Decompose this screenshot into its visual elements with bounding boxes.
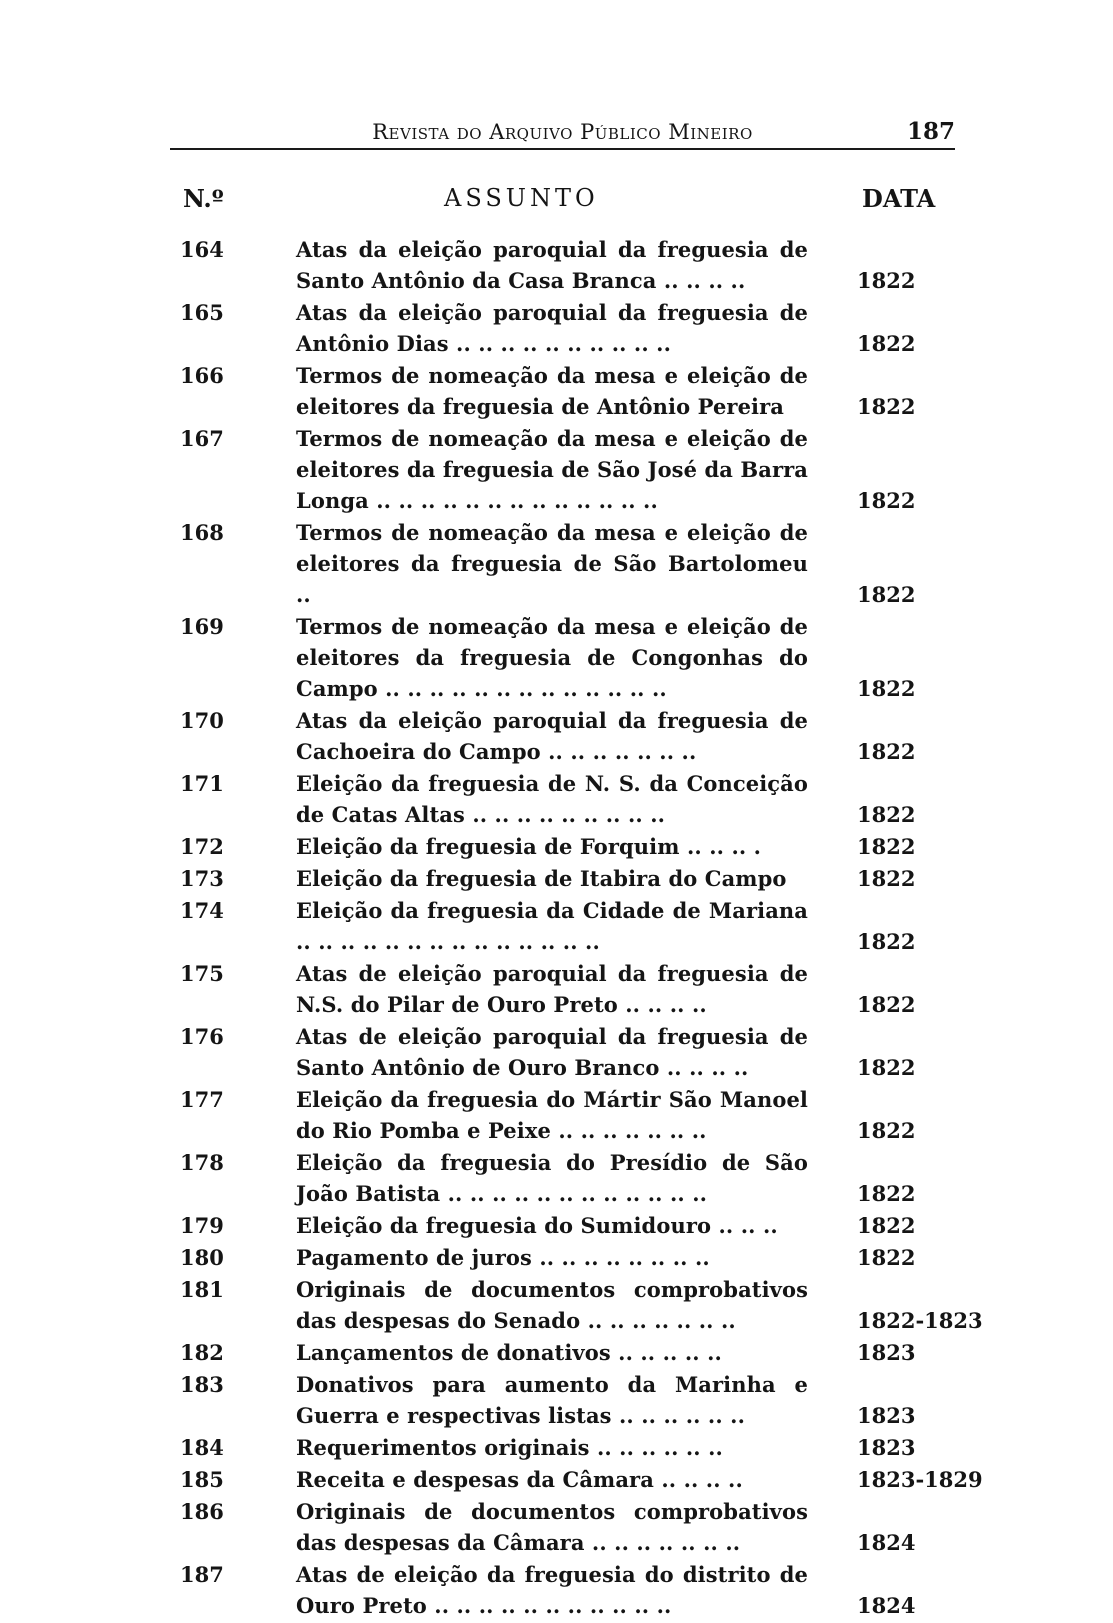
entry-date: 1822 <box>857 394 916 419</box>
entry-row <box>0 297 1113 359</box>
entry-row <box>0 895 1113 957</box>
entry-subject: Originais de documentos comprobativos das despesas do Senado .. .. .. .. .. .. .. <box>296 1277 808 1333</box>
entry-row <box>0 423 1113 516</box>
entry-number: 168 <box>180 520 224 545</box>
entry-number: 173 <box>180 866 224 891</box>
entry-row <box>0 1496 1113 1558</box>
entry-number: 170 <box>180 708 224 733</box>
entry-number: 176 <box>180 1024 224 1049</box>
entry-date: 1822 <box>857 1181 916 1206</box>
entry-subject: Atas da eleição paroquial da freguesia de Santo Antônio da Casa Branca .. .. .. .. <box>296 237 808 293</box>
entry-number: 174 <box>180 898 224 923</box>
entry-subject: Lançamentos de donativos .. .. .. .. .. <box>296 1340 722 1365</box>
entry-subject: Atas de eleição paroquial da freguesia de Santo Antônio de Ouro Branco .. .. .. .. <box>296 1024 808 1080</box>
entry-row <box>0 611 1113 704</box>
entry-number: 167 <box>180 426 224 451</box>
entry-row <box>0 1084 1113 1146</box>
entry-date: 1822 <box>857 1213 916 1238</box>
entry-number: 178 <box>180 1150 224 1175</box>
entry-number: 165 <box>180 300 224 325</box>
entry-row <box>0 1464 1113 1495</box>
entry-subject: Atas da eleição paroquial da freguesia de Antônio Dias .. .. .. .. .. .. .. .. .. .. <box>296 300 808 356</box>
entry-subject: Termos de nomeação da mesa e eleição de eleitores da freguesia de São José da Barra Longa .. .. .. .. .. .. .. .. .. .. .. .. .. <box>296 426 808 513</box>
entry-row <box>0 1274 1113 1336</box>
entry-number: 182 <box>180 1340 224 1365</box>
entry-subject: Eleição da freguesia do Sumidouro .. .. .. <box>296 1213 778 1238</box>
entry-date: 1822 <box>857 268 916 293</box>
entry-date: 1823 <box>857 1435 916 1460</box>
entry-date: 1824 <box>857 1530 916 1555</box>
journal-title: Revista do Arquivo Público Mineiro <box>372 120 753 144</box>
entry-date: 1824 <box>857 1593 916 1618</box>
entry-subject: Eleição da freguesia de Itabira do Campo <box>296 866 787 891</box>
entry-row <box>0 863 1113 894</box>
entry-subject: Atas da eleição paroquial da freguesia de Cachoeira do Campo .. .. .. .. .. .. .. <box>296 708 808 764</box>
entry-number: 181 <box>180 1277 224 1302</box>
running-header <box>170 118 955 150</box>
entry-number: 187 <box>180 1562 224 1587</box>
entry-row <box>0 234 1113 296</box>
entry-subject: Eleição da freguesia do Mártir São Manoel do Rio Pomba e Peixe .. .. .. .. .. .. .. <box>296 1087 808 1143</box>
entry-row <box>0 1432 1113 1463</box>
entry-date: 1823 <box>857 1403 916 1428</box>
entry-date: 1822 <box>857 1118 916 1143</box>
entry-row <box>0 958 1113 1020</box>
entry-subject: Atas de eleição paroquial da freguesia de N.S. do Pilar de Ouro Preto .. .. .. .. <box>296 961 808 1017</box>
entry-subject: Termos de nomeação da mesa e eleição de eleitores da freguesia de Antônio Pereira <box>296 363 808 419</box>
entry-subject: Requerimentos originais .. .. .. .. .. .. <box>296 1435 723 1460</box>
entry-number: 166 <box>180 363 224 388</box>
entry-row <box>0 768 1113 830</box>
entry-number: 183 <box>180 1372 224 1397</box>
entry-subject: Eleição da freguesia de Forquim .. .. .. . <box>296 834 762 859</box>
entry-number: 179 <box>180 1213 224 1238</box>
entry-date: 1822 <box>857 331 916 356</box>
entry-row <box>0 517 1113 610</box>
entry-date: 1822 <box>857 834 916 859</box>
entry-row <box>0 705 1113 767</box>
entry-subject: Originais de documentos comprobativos das despesas da Câmara .. .. .. .. .. .. .. <box>296 1499 808 1555</box>
entry-row <box>0 1559 1113 1621</box>
column-header-number: N.º <box>183 184 224 213</box>
entry-list <box>0 234 1113 1621</box>
entry-date: 1822 <box>857 1245 916 1270</box>
entry-date: 1822 <box>857 676 916 701</box>
entry-date: 1822 <box>857 929 916 954</box>
entry-number: 186 <box>180 1499 224 1524</box>
entry-number: 184 <box>180 1435 224 1460</box>
entry-subject: Eleição da freguesia do Presídio de São João Batista .. .. .. .. .. .. .. .. .. .. .. .. <box>296 1150 808 1206</box>
entry-date: 1823-1829 <box>857 1467 983 1492</box>
entry-row <box>0 1369 1113 1431</box>
column-headers <box>0 184 1113 216</box>
entry-date: 1822 <box>857 488 916 513</box>
entry-row <box>0 831 1113 862</box>
entry-number: 175 <box>180 961 224 986</box>
entry-number: 171 <box>180 771 224 796</box>
entry-subject: Receita e despesas da Câmara .. .. .. .. <box>296 1467 743 1492</box>
entry-number: 164 <box>180 237 224 262</box>
entry-date: 1822 <box>857 739 916 764</box>
entry-date: 1822 <box>857 582 916 607</box>
entry-date: 1822 <box>857 866 916 891</box>
entry-date: 1822 <box>857 1055 916 1080</box>
page-number: 187 <box>906 118 955 145</box>
entry-row <box>0 360 1113 422</box>
entry-subject: Eleição da freguesia da Cidade de Mariana .. .. .. .. .. .. .. .. .. .. .. .. .. .. <box>296 898 808 954</box>
entry-subject: Pagamento de juros .. .. .. .. .. .. .. .. <box>296 1245 710 1270</box>
column-header-subject: ASSUNTO <box>444 184 599 212</box>
column-header-date: DATA <box>862 184 936 213</box>
entry-row <box>0 1210 1113 1241</box>
entry-row <box>0 1337 1113 1368</box>
entry-number: 172 <box>180 834 224 859</box>
entry-row <box>0 1147 1113 1209</box>
entry-subject: Termos de nomeação da mesa e eleição de eleitores da freguesia de Congonhas do Campo .. .. .. .. .. .. .. .. .. .. .. .. .. <box>296 614 808 701</box>
entry-date: 1822-1823 <box>857 1308 983 1333</box>
entry-number: 185 <box>180 1467 224 1492</box>
entry-row <box>0 1021 1113 1083</box>
entry-subject: Atas de eleição da freguesia do distrito de Ouro Preto .. .. .. .. .. .. .. .. .. .. .. <box>296 1562 808 1618</box>
entry-number: 180 <box>180 1245 224 1270</box>
entry-date: 1823 <box>857 1340 916 1365</box>
entry-row <box>0 1242 1113 1273</box>
entry-subject: Donativos para aumento da Marinha e Guerra e respectivas listas .. .. .. .. .. .. <box>296 1372 808 1428</box>
entry-subject: Termos de nomeação da mesa e eleição de eleitores da freguesia de São Bartolomeu .. <box>296 520 808 607</box>
entry-date: 1822 <box>857 802 916 827</box>
entry-subject: Eleição da freguesia de N. S. da Conceição de Catas Altas .. .. .. .. .. .. .. .. .. <box>296 771 808 827</box>
entry-number: 169 <box>180 614 224 639</box>
entry-date: 1822 <box>857 992 916 1017</box>
entry-number: 177 <box>180 1087 224 1112</box>
